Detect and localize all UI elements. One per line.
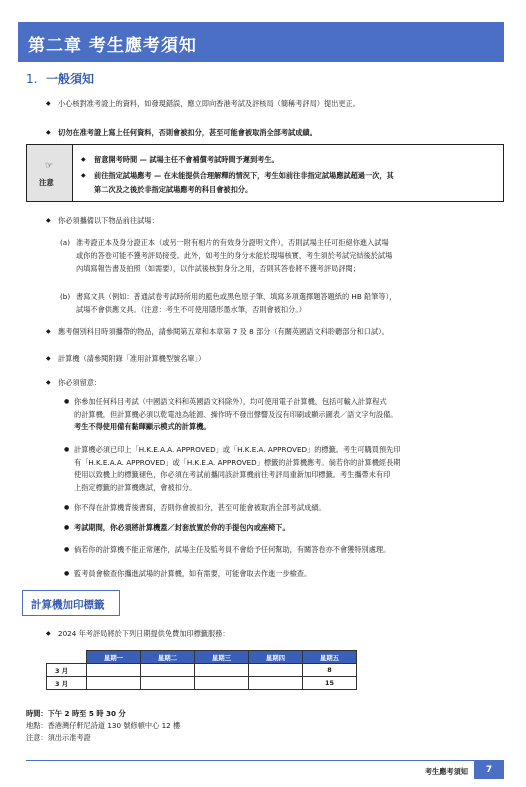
service-time: 時間：下午 2 時至 5 時 30 分: [26, 709, 126, 718]
table-row-header: 3 月: [47, 664, 87, 677]
note-text: 監考員會檢查你攜進試場的計算機，如有需要，可能會取去作進一步檢查。: [74, 569, 312, 578]
footer-divider: [26, 760, 504, 761]
note-text: 你參加任何科目考試（中國語文科和英國語文科除外），均可使用電子計算機，包括可輸入計算程式 的計算機，但計算機必須以乾電池為能源、操作時不發出聲響及沒有印刷或顯示圖表／語文字句設備。 考生不得使用備有黏暉顯示模式的計算機。: [74, 397, 398, 431]
notice-text: 留意開考時間 — 試場主任不會補償考試時間予遲到考生。: [94, 155, 279, 164]
bullet-icon: ◆: [46, 100, 51, 107]
pointing-hand-icon: ☞: [45, 161, 54, 171]
table-header-cell: 星期五: [303, 651, 357, 664]
service-place: 地點：香港灣仔軒尼詩道 130 號修頓中心 12 樓: [26, 721, 181, 730]
bullet-icon: ◆: [46, 630, 51, 637]
table-header-cell: 星期二: [141, 651, 195, 664]
bullet-icon: ●: [64, 446, 70, 453]
bullet-text: 計算機（請參閱附錄「准用計算機型號名單」）: [58, 354, 206, 363]
table-cell: [87, 677, 141, 690]
section-title: 一般須知: [46, 72, 95, 86]
service-note: 注意：須出示准考證: [26, 733, 91, 742]
bullet-icon: ●: [64, 546, 70, 553]
bullet-icon: ◆: [81, 172, 86, 179]
bullet-text: 你必須攜備以下物品前往試場：: [58, 216, 159, 225]
label-service-heading: [22, 590, 120, 616]
table-cell: [249, 664, 303, 677]
table-row: [47, 664, 357, 677]
schedule-table: [46, 650, 357, 690]
table-corner-cell: [47, 651, 87, 664]
label-service-title: 計算機加印標籤: [31, 599, 105, 611]
bullet-icon: ◆: [81, 156, 86, 163]
table-header-cell: 星期四: [249, 651, 303, 664]
bullet-text: 切勿在准考證上寫上任何資料，否則會被扣分，甚至可能會被取消全部考試成績。: [58, 128, 317, 137]
page-number: 7: [474, 761, 504, 779]
note-text: 計算機必須已印上「H.K.E.A.A. APPROVED」或「H.K.E.A. APPROVED」的標籤。考生可購買預先印 有「H.K.E.A.A. APPROVED」或「H.K.E.A. APPROVED」標籤的計算機應考。倘若你的計算機經長期 使用以致機上的標籤褪色，你必須在考試前攜同該計算機前往考評局重新加印標籤。考生攜帶未有印 上指定標籤的計算機應試，會被扣分。: [74, 445, 401, 492]
notice-label: 注意: [39, 178, 54, 187]
bullet-text: 2024 年考評局將於下列日期提供免費加印標籤服務：: [58, 629, 230, 638]
note-text: 你不得在計算機背後書寫，否則你會被扣分，甚至可能會被取消全部考試成績。: [74, 503, 326, 512]
sub-item-marker: (a): [60, 238, 71, 247]
table-header-cell: 星期三: [195, 651, 249, 664]
section-heading: [26, 70, 94, 87]
notice-label-panel: [27, 145, 73, 201]
table-cell: [141, 664, 195, 677]
bullet-icon: ●: [64, 570, 70, 577]
table-cell: [195, 664, 249, 677]
notice-text: 前往指定試場應考 — 在未能提供合理解釋的情況下，考生如前往非指定試場應試超過一次，其: [94, 171, 394, 180]
bullet-text: 你必須留意：: [58, 378, 102, 387]
table-cell: [141, 677, 195, 690]
notice-box: [26, 144, 504, 202]
table-header-cell: 星期一: [87, 651, 141, 664]
table-cell: 8: [303, 664, 357, 677]
bullet-icon: ●: [64, 398, 70, 405]
sub-item-text: 准考證正本及身分證正本（或另一附有相片的有效身分證明文件），否則試場主任可拒絕你進入試場 或你的答卷可能不獲考評局接受。此外，如考生的身分未能於現場核實，考生須於考試完結後於試場 內填寫報告書及拍照（如需要），以作試後核對身分之用，否則其答卷將不獲考評局評閱；: [76, 238, 393, 273]
sub-item-marker: (b): [60, 292, 71, 301]
footer-title: 考生應考須知: [424, 767, 468, 776]
bullet-icon: ◆: [46, 379, 51, 386]
bullet-text: 應考個別科目時須攜帶的物品，請參閱第五章和本章第 7 及 8 部分（有關英國語文科聆聽部分和口試）。: [58, 327, 389, 336]
table-cell: [249, 677, 303, 690]
table-cell: [87, 664, 141, 677]
bullet-text: 小心核對准考證上的資料，如發現錯誤，應立即向香港考試及評核局（簡稱考評局）提出更正。: [58, 99, 360, 108]
table-cell: [195, 677, 249, 690]
table-row-header: 3 月: [47, 677, 87, 690]
bullet-icon: ◆: [46, 328, 51, 335]
notice-text: 第二次及之後於非指定試場應考的科目會被扣分。: [94, 185, 253, 194]
chapter-header-bar: [18, 22, 504, 62]
bullet-icon: ●: [64, 524, 70, 531]
table-row: [47, 677, 357, 690]
table-cell: 15: [303, 677, 357, 690]
bullet-icon: ◆: [46, 129, 51, 136]
bullet-icon: ◆: [46, 355, 51, 362]
note-text: 倘若你的計算機不能正常運作，試場主任及監考員不會給予任何幫助，有關答卷亦不會獲特別處理。: [74, 545, 391, 554]
section-number: 1.: [26, 72, 38, 86]
table-header-row: [47, 651, 357, 664]
bullet-icon: ◆: [46, 217, 51, 224]
chapter-title: 第二章 考生應考須知: [28, 36, 197, 56]
sub-item-text: 書寫文具（例如：普通試卷考試時所用的藍色或黑色原子筆、填寫多項選擇題答題紙的 HB 鉛筆等）， 試場不會供應文具。（注意：考生不可使用隱形墨水筆，否則會被扣分。）: [76, 292, 397, 314]
bullet-icon: ●: [64, 504, 70, 511]
note-text: 考試期間，你必須將計算機蓋／封套放置於你的手提包內或座椅下。: [74, 523, 290, 532]
